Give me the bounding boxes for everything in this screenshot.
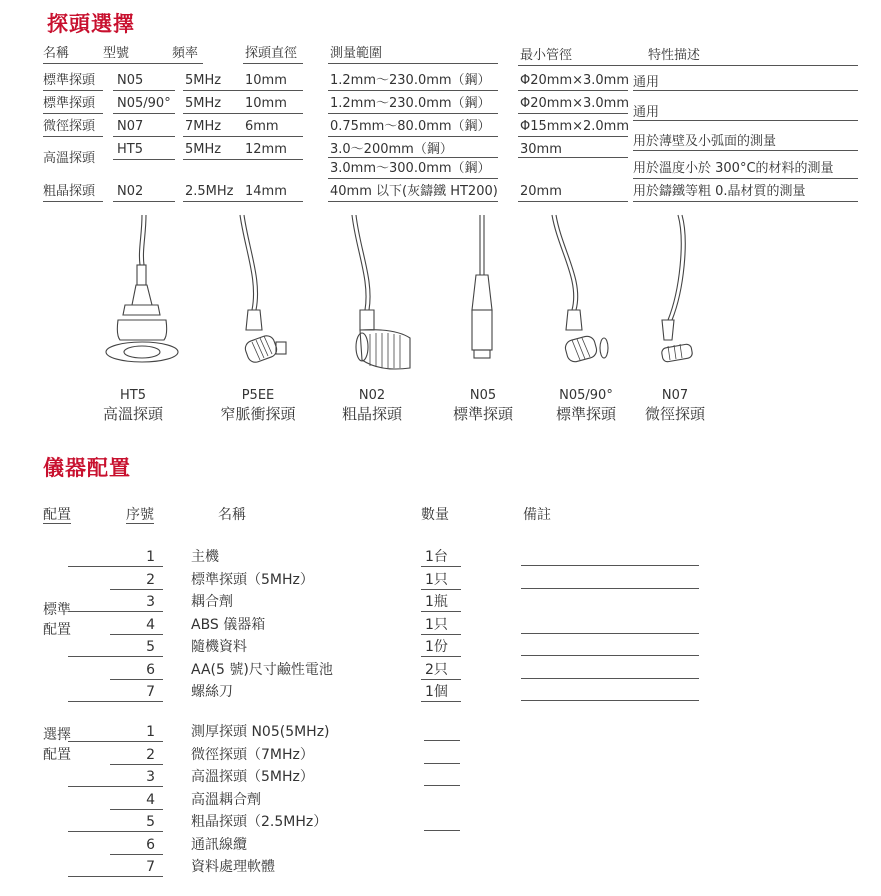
probe-row-range: 0.75mm～80.0mm（鋼）	[330, 119, 491, 134]
probe-caption-label: 粗晶探頭	[341, 405, 402, 423]
config-item-name: 微徑探頭（7MHz）	[191, 746, 314, 763]
config-item-name: 隨機資料	[191, 639, 247, 655]
probe-caption-model: P5EE	[241, 388, 275, 403]
n05-90-probe-drawing	[552, 215, 608, 364]
probe-caption	[203, 386, 313, 424]
config-item-name: 資料處理軟體	[191, 859, 275, 875]
probe-caption	[620, 386, 730, 424]
probe-row-model: N05	[117, 73, 144, 88]
probe-caption	[317, 386, 427, 424]
config-item-name: 粗晶探頭（2.5MHz）	[191, 814, 328, 830]
probe-row-range: 3.0～200mm（鋼）	[330, 142, 453, 157]
standard-config-label: 標準 配置	[43, 602, 71, 638]
config-seq: 2	[146, 746, 155, 763]
config-item-name: 主機	[191, 549, 219, 565]
probe-caption-label: 標準探頭	[555, 405, 616, 423]
config-seq: 1	[146, 549, 155, 565]
probe-row-desc: 用於溫度小於 300°C的材料的測量	[633, 161, 834, 176]
header-frequency: 頻率	[172, 46, 199, 61]
config-item-qty: 1只	[425, 616, 448, 633]
probe-row-minpipe: Φ20mm×3.0mm	[520, 96, 629, 111]
config-section-title: 儀器配置	[43, 456, 131, 480]
probe-row-dia: 14mm	[245, 184, 287, 199]
config-item-qty: 1個	[425, 684, 448, 700]
config-seq: 7	[146, 859, 155, 875]
probe-illustrations	[80, 210, 760, 380]
config-seq: 6	[146, 836, 155, 853]
config-seq: 5	[146, 639, 155, 655]
probe-row-desc: 通用	[633, 75, 660, 90]
probe-row-freq: 2.5MHz	[185, 184, 234, 199]
probe-row-name: 高溫探頭	[43, 151, 96, 166]
probe-caption-label: 微徑探頭	[644, 405, 705, 423]
probe-row-dia: 12mm	[245, 142, 287, 157]
probe-row-range: 40mm 以下(灰鑄鐵 HT200)	[330, 184, 498, 199]
probe-caption-model: HT5	[120, 388, 146, 403]
ht5-probe-drawing	[106, 215, 178, 362]
n02-probe-drawing	[352, 215, 410, 369]
header-diameter: 探頭直徑	[245, 46, 298, 61]
probe-section-title: 探頭選擇	[47, 12, 135, 36]
probe-row-freq: 5MHz	[185, 96, 222, 111]
config-item-qty: 1份	[425, 639, 448, 655]
probe-row-minpipe: Φ20mm×3.0mm	[520, 73, 629, 88]
probe-row-model: N07	[117, 119, 144, 134]
probe-caption-label: 高溫探頭	[102, 405, 163, 423]
probe-caption-model: N05	[469, 388, 497, 403]
probe-row-minpipe: 20mm	[520, 184, 562, 199]
config-seq: 7	[146, 684, 155, 700]
config-item-name: 高溫耦合劑	[191, 791, 261, 808]
config-seq: 4	[146, 616, 155, 633]
config-header-seq: 序號	[126, 507, 154, 523]
config-item-name: 螺絲刀	[191, 684, 233, 700]
config-header-name: 名稱	[218, 507, 246, 523]
config-item-qty: 2只	[425, 661, 448, 678]
config-item-name: 通訊線纜	[191, 836, 247, 853]
header-model: 型號	[103, 46, 130, 61]
probe-caption-label: 標準探頭	[452, 405, 513, 423]
probe-caption	[428, 386, 538, 424]
config-header-note: 備註	[523, 507, 551, 523]
header-range: 測量範圍	[330, 46, 383, 61]
header-name: 名稱	[43, 46, 70, 61]
probe-caption-model: N07	[661, 388, 689, 403]
probe-row-freq: 5MHz	[185, 142, 222, 157]
probe-caption	[78, 386, 188, 424]
config-item-name: 測厚探頭 N05(5MHz)	[191, 724, 330, 740]
probe-row-range: 1.2mm～230.0mm（鋼）	[330, 73, 491, 88]
config-seq: 2	[146, 571, 155, 588]
probe-row-desc: 用於薄壁及小弧面的測量	[633, 134, 777, 149]
header-description: 特性描述	[648, 48, 701, 63]
probe-row-dia: 10mm	[245, 73, 287, 88]
config-item-name: 標準探頭（5MHz）	[191, 571, 314, 588]
probe-row-desc: 通用	[633, 105, 660, 120]
config-seq: 4	[146, 791, 155, 808]
probe-row-name: 粗晶探頭	[43, 184, 96, 199]
probe-row-model: HT5	[117, 142, 143, 157]
config-item-qty: 1台	[425, 549, 448, 565]
probe-caption-model: N05/90°	[559, 388, 613, 403]
header-min-pipe: 最小管徑	[520, 48, 573, 63]
probe-row-range: 1.2mm～230.0mm（鋼）	[330, 96, 491, 111]
probe-row-minpipe: 30mm	[520, 142, 562, 157]
config-item-name: 耦合劑	[191, 594, 233, 610]
probe-row-dia: 6mm	[245, 119, 279, 134]
probe-row-model: N02	[117, 184, 144, 199]
probe-row-name: 標準探頭	[43, 73, 96, 88]
config-item-name: 高溫探頭（5MHz）	[191, 769, 314, 785]
probe-row-desc: 用於鑄鐵等粗 0.晶材質的測量	[633, 184, 806, 199]
optional-config-label: 選擇 配置	[43, 727, 71, 763]
probe-row-range: 3.0mm～300.0mm（鋼）	[330, 161, 491, 176]
config-seq: 3	[146, 594, 155, 610]
config-seq: 3	[146, 769, 155, 785]
config-seq: 6	[146, 661, 155, 678]
probe-row-name: 標準探頭	[43, 96, 96, 111]
probe-row-name: 微徑探頭	[43, 119, 96, 134]
probe-caption-label: 窄脈衝探頭	[220, 405, 296, 423]
config-header-config: 配置	[43, 507, 71, 523]
config-header-qty: 數量	[421, 507, 449, 523]
probe-caption-model: N02	[358, 388, 386, 403]
n05-probe-drawing	[472, 215, 492, 358]
probe-row-minpipe: Φ15mm×2.0mm	[520, 119, 629, 134]
config-item-qty: 1瓶	[425, 594, 448, 610]
config-item-name: AA(5 號)尺寸鹼性電池	[191, 661, 333, 678]
probe-row-freq: 5MHz	[185, 73, 222, 88]
probe-row-freq: 7MHz	[185, 119, 222, 134]
probe-row-dia: 10mm	[245, 96, 287, 111]
probe-row-model: N05/90°	[117, 96, 171, 111]
n07-probe-drawing	[661, 215, 693, 362]
config-seq: 1	[146, 724, 155, 740]
config-item-qty: 1只	[425, 571, 448, 588]
config-seq: 5	[146, 814, 155, 830]
p5ee-probe-drawing	[240, 215, 286, 364]
config-item-name: ABS 儀器箱	[191, 616, 266, 633]
